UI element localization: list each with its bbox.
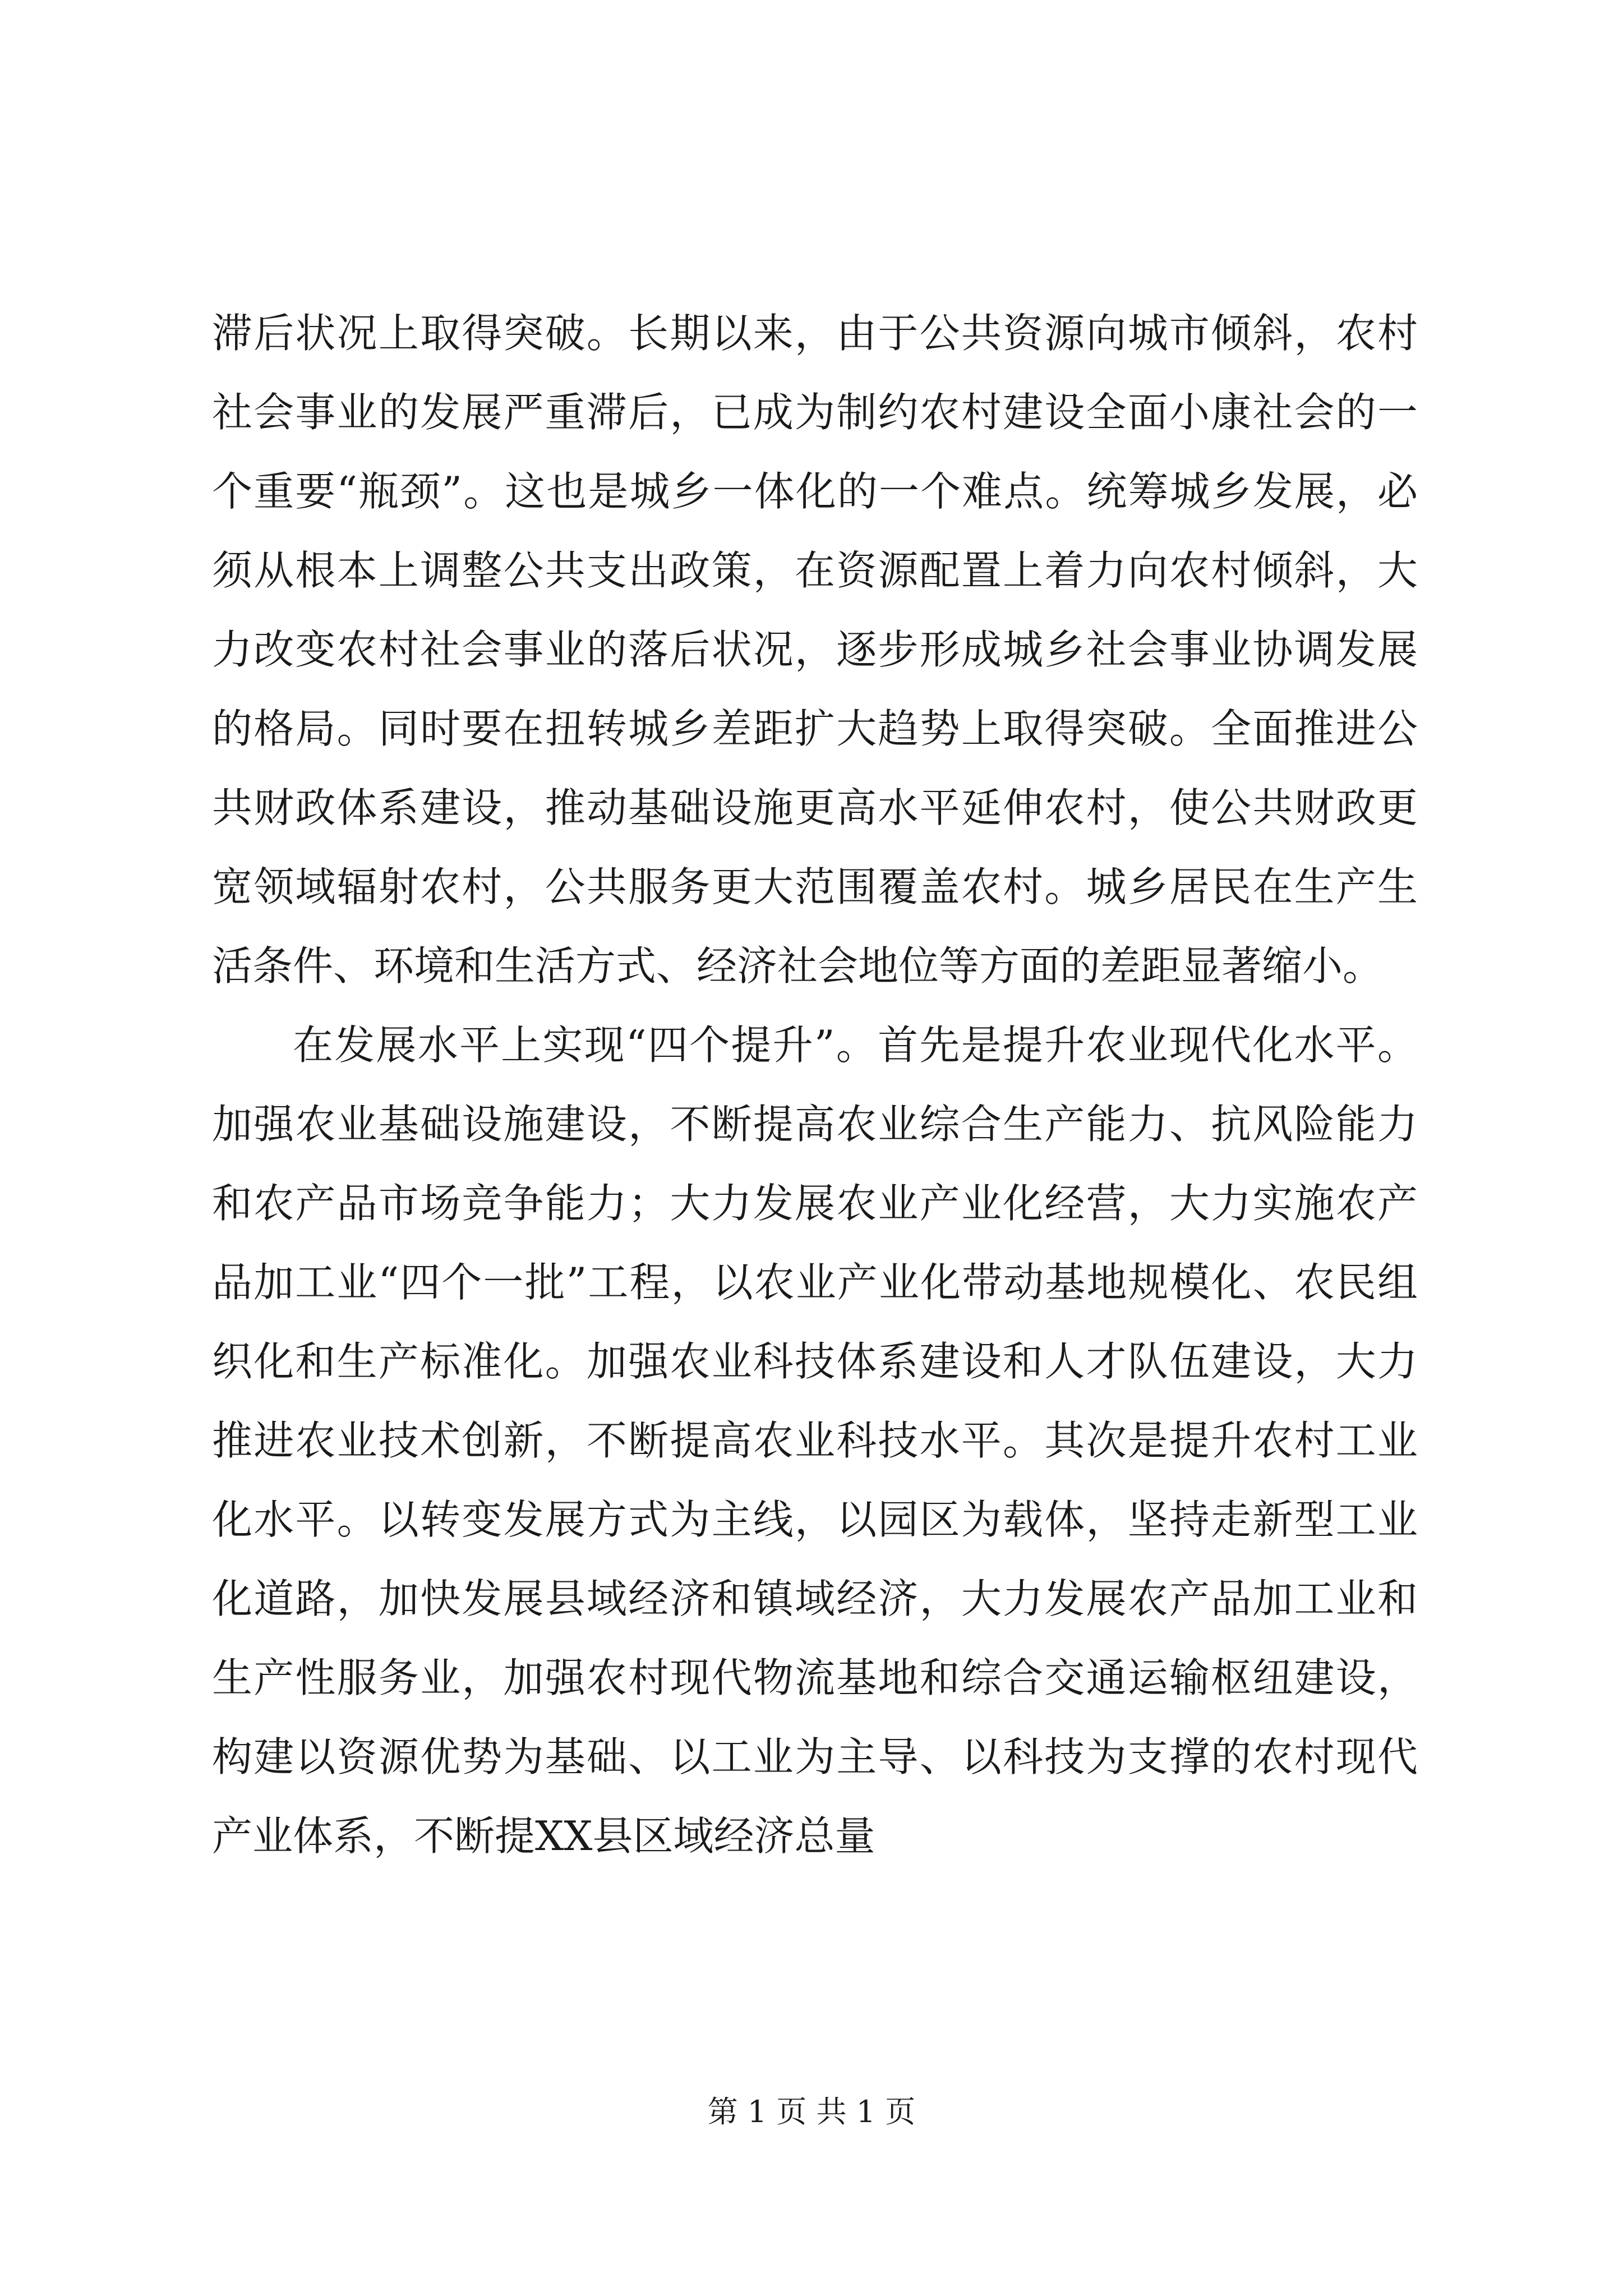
page-footer: 第 1 页 共 1 页 <box>707 2094 916 2129</box>
document-body <box>212 294 1418 1876</box>
paragraph-2: 在发展水平上实现“四个提升”。首先是提升农业现代化水平。加强农业基础设施建设，不断提高农业综合生产能力、抗风险能力和农产品市场竞争能力；大力发展农业产业化经营，大力实施农产品加工业“四个一批”工程，以农业产业化带动基地规模化、农民组织化和生产标准化。加强农业科技体系建设和人才队伍建设，大力推进农业技术创新，不断提高农业科技水平。其次是提升农村工业化水平。以转变发展方式为主线，以园区为载体，坚持走新型工业化道路，加快发展县域经济和镇域经济，大力发展农产品加工业和生产性服务业，加强农村现代物流基地和综合交通运输枢纽建设，构建以资源优势为基础、以工业为主导、以科技为支撑的农村现代产业体系，不断提XX县区域经济总量 <box>212 1022 1418 1860</box>
paragraph-1: 滞后状况上取得突破。长期以来，由于公共资源向城市倾斜，农村社会事业的发展严重滞后，已成为制约农村建设全面小康社会的一个重要“瓶颈”。这也是城乡一体化的一个难点。统筹城乡发展，必须从根本上调整公共支出政策，在资源配置上着力向农村倾斜，大力改变农村社会事业的落后状况，逐步形成城乡社会事业协调发展的格局。同时要在扭转城乡差距扩大趋势上取得突破。全面推进公共财政体系建设，推动基础设施更高水平延伸农村，使公共财政更宽领域辐射农村，公共服务更大范围覆盖农村。城乡居民在生产生活条件、环境和生活方式、经济社会地位等方面的差距显著缩小。 <box>212 310 1418 990</box>
